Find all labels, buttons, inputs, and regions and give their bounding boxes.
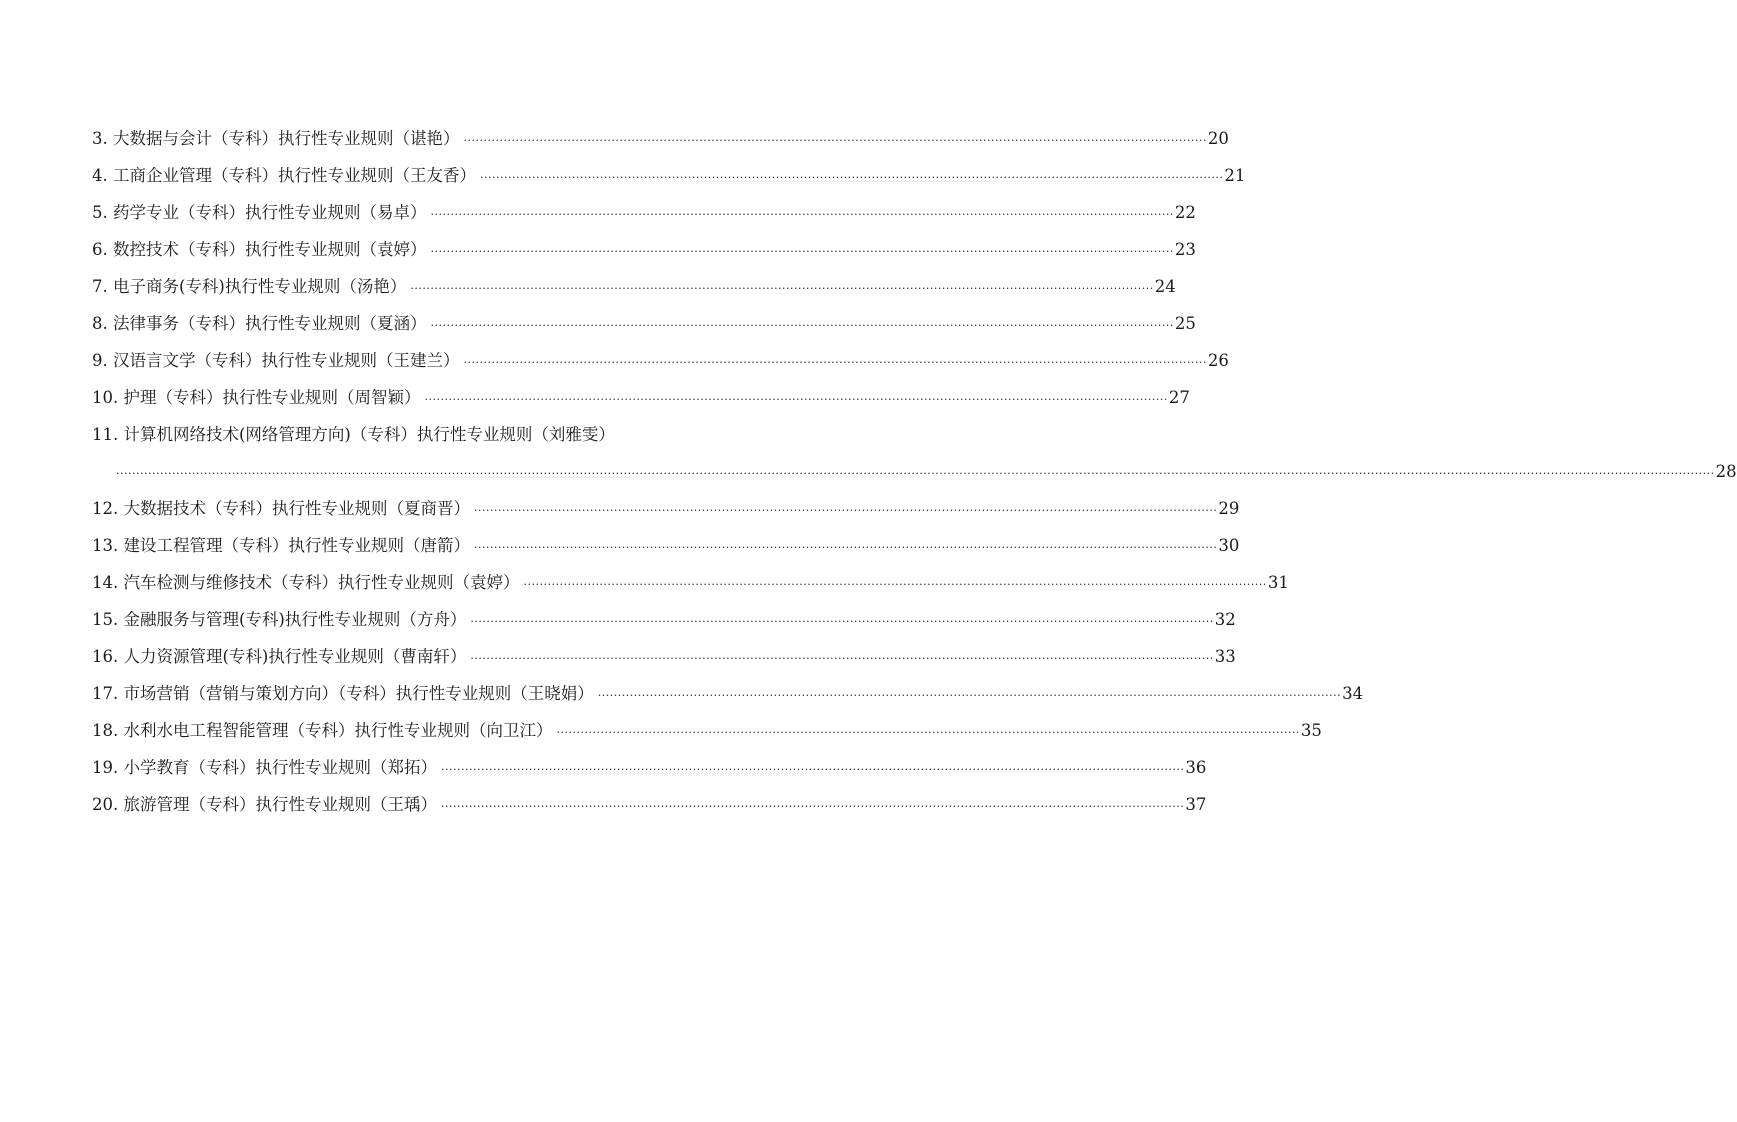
toc-entry-title: 20. 旅游管理（专科）执行性专业规则（王瑀） bbox=[92, 795, 437, 814]
toc-leader-dots bbox=[431, 233, 1174, 270]
toc-entry-page: 32 bbox=[1214, 610, 1236, 629]
toc-leader-dots bbox=[470, 603, 1213, 640]
toc-leader-dots bbox=[410, 270, 1153, 307]
toc-entry-title: 5. 药学专业（专科）执行性专业规则（易卓） bbox=[92, 203, 427, 222]
toc-entry[interactable] bbox=[92, 527, 1240, 564]
toc-entry[interactable] bbox=[92, 194, 1196, 231]
toc-entry-title: 8. 法律事务（专科）执行性专业规则（夏涵） bbox=[92, 314, 427, 333]
toc-entry-title: 17. 市场营销（营销与策划方向）（专科）执行性专业规则（王晓娟） bbox=[92, 684, 594, 703]
table-of-contents bbox=[92, 120, 1737, 823]
toc-entry-title: 18. 水利水电工程智能管理（专科）执行性专业规则（向卫江） bbox=[92, 721, 553, 740]
toc-leader-dots bbox=[431, 307, 1174, 344]
toc-entry-page: 26 bbox=[1207, 351, 1229, 370]
toc-leader-dots bbox=[431, 196, 1174, 233]
toc-entry-page: 36 bbox=[1185, 758, 1207, 777]
toc-entry[interactable] bbox=[92, 786, 1207, 823]
toc-entry-title: 12. 大数据技术（专科）执行性专业规则（夏商晋） bbox=[92, 499, 470, 518]
toc-entry[interactable] bbox=[92, 379, 1190, 416]
toc-entry-page: 35 bbox=[1300, 721, 1322, 740]
toc-entry-title: 7. 电子商务(专科)执行性专业规则（汤艳） bbox=[92, 277, 407, 296]
toc-entry[interactable] bbox=[92, 416, 1737, 490]
toc-entry-title: 15. 金融服务与管理(专科)执行性专业规则（方舟） bbox=[92, 610, 467, 629]
toc-entry[interactable] bbox=[92, 305, 1196, 342]
toc-leader-dots bbox=[464, 122, 1207, 159]
toc-entry-title: 10. 护理（专科）执行性专业规则（周智颖） bbox=[92, 388, 421, 407]
toc-entry-page: 22 bbox=[1174, 203, 1196, 222]
toc-entry-page: 23 bbox=[1174, 240, 1196, 259]
toc-entry-page: 21 bbox=[1224, 166, 1246, 185]
toc-entry-page: 33 bbox=[1214, 647, 1236, 666]
toc-entry[interactable] bbox=[92, 268, 1176, 305]
toc-leader-dots bbox=[524, 566, 1267, 603]
toc-leader-dots bbox=[441, 788, 1184, 825]
toc-entry[interactable] bbox=[92, 564, 1289, 601]
toc-entry[interactable] bbox=[92, 342, 1229, 379]
toc-entry-title: 3. 大数据与会计（专科）执行性专业规则（谌艳） bbox=[92, 129, 460, 148]
toc-leader-dots bbox=[598, 677, 1341, 714]
toc-entry-page: 31 bbox=[1267, 573, 1289, 592]
toc-entry-page: 30 bbox=[1218, 536, 1240, 555]
toc-entry[interactable] bbox=[92, 490, 1240, 527]
toc-entry-page: 34 bbox=[1342, 684, 1364, 703]
toc-leader-dots bbox=[557, 714, 1300, 751]
toc-leader-dots bbox=[441, 751, 1184, 788]
toc-entry-title: 16. 人力资源管理(专科)执行性专业规则（曹南轩） bbox=[92, 647, 467, 666]
toc-entry-page: 20 bbox=[1207, 129, 1229, 148]
toc-entry-page: 25 bbox=[1174, 314, 1196, 333]
toc-entry[interactable] bbox=[92, 157, 1246, 194]
toc-entry-title: 9. 汉语言文学（专科）执行性专业规则（王建兰） bbox=[92, 351, 460, 370]
toc-entry[interactable] bbox=[92, 638, 1236, 675]
toc-entry-page: 29 bbox=[1218, 499, 1240, 518]
toc-entry[interactable] bbox=[92, 749, 1207, 786]
toc-leader-dots bbox=[480, 159, 1223, 196]
toc-entry-title: 4. 工商企业管理（专科）执行性专业规则（王友香） bbox=[92, 166, 476, 185]
toc-entry[interactable] bbox=[92, 231, 1196, 268]
toc-leader-dots: ················································································································································································································································································································································································································ bbox=[116, 467, 1715, 480]
toc-entry[interactable] bbox=[92, 675, 1364, 712]
toc-entry-title: 14. 汽车检测与维修技术（专科）执行性专业规则（袁婷） bbox=[92, 573, 520, 592]
toc-entry-title: 11. 计算机网络技术(网络管理方向)（专科）执行性专业规则（刘雅雯） bbox=[92, 425, 615, 444]
toc-leader-dots bbox=[474, 492, 1217, 529]
toc-entry-page: 27 bbox=[1168, 388, 1190, 407]
toc-entry[interactable] bbox=[92, 120, 1229, 157]
toc-entry-title: 13. 建设工程管理（专科）执行性专业规则（唐箭） bbox=[92, 536, 470, 555]
toc-leader-dots bbox=[464, 344, 1207, 381]
toc-entry-title: 19. 小学教育（专科）执行性专业规则（郑拓） bbox=[92, 758, 437, 777]
toc-entry[interactable] bbox=[92, 712, 1322, 749]
toc-leader-dots bbox=[470, 640, 1213, 677]
toc-entry[interactable] bbox=[92, 601, 1236, 638]
toc-entry-page: 37 bbox=[1185, 795, 1207, 814]
toc-leader-dots bbox=[474, 529, 1217, 566]
toc-entry-page: 28 bbox=[1715, 462, 1737, 481]
toc-entry-page: 24 bbox=[1154, 277, 1176, 296]
toc-entry-title: 6. 数控技术（专科）执行性专业规则（袁婷） bbox=[92, 240, 427, 259]
toc-leader-dots bbox=[425, 381, 1168, 418]
toc-entry-continuation bbox=[92, 453, 1737, 490]
